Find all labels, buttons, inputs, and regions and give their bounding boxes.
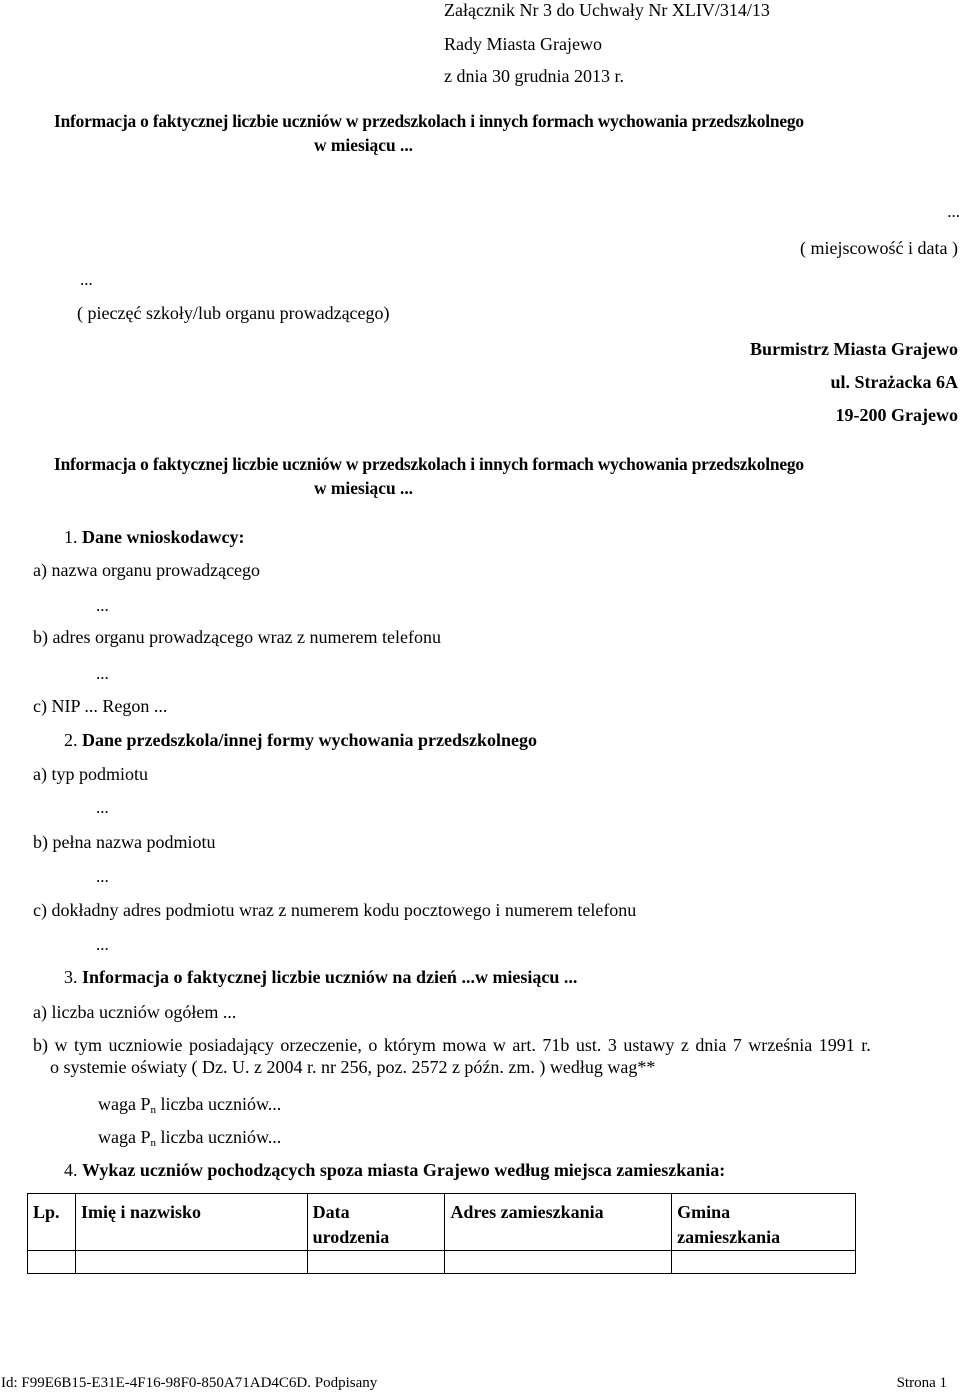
section-1-title: Dane wnioskodawcy: <box>82 527 245 547</box>
section-4-title: Wykaz uczniów pochodzących spoza miasta Grajewo według miejsca zamieszkania: <box>82 1160 726 1180</box>
section-3-heading <box>64 968 577 986</box>
section-1-heading <box>64 528 245 546</box>
table-cell-name[interactable] <box>75 1251 307 1274</box>
weight-prefix: waga P <box>98 1094 151 1114</box>
form-title-line-2: w miesiącu ... <box>314 478 414 498</box>
weight-suffix: liczba uczniów... <box>156 1094 282 1114</box>
section-1-a-label: a) nazwa organu prowadzącego <box>33 560 261 580</box>
column-header-address: Adres zamieszkania <box>445 1194 672 1251</box>
doc-title-line-1: Informacja o faktycznej liczbie uczniów w przedszkolach i innych formach wychowania przedszkolnego <box>54 111 804 131</box>
section-2-a-dots: ... <box>96 798 109 817</box>
footer-document-id: Id: F99E6B15-E31E-4F16-98F0-850A71AD4C6D. Podpisany <box>1 1375 378 1391</box>
weight-line-2 <box>98 1127 282 1149</box>
section-3-a-label: a) liczba uczniów ogółem ... <box>33 1002 237 1022</box>
column-header-birth-date <box>307 1194 445 1251</box>
column-header-lp: Lp. <box>28 1194 76 1251</box>
table-cell-birth-date[interactable] <box>307 1251 445 1274</box>
place-date-dots: ... <box>947 202 960 221</box>
section-3-b-label-line-2: o systemie oświaty ( Dz. U. z 2004 r. nr 256, poz. 2572 z późn. zm. ) według wag** <box>50 1057 656 1077</box>
section-2-c-dots: ... <box>96 935 109 954</box>
column-header-gmina <box>672 1194 856 1251</box>
doc-title-line-2: w miesiącu ... <box>314 135 414 155</box>
students-table <box>27 1193 856 1274</box>
weight-suffix: liczba uczniów... <box>156 1127 282 1147</box>
place-date-label: ( miejscowość i data ) <box>800 238 958 258</box>
column-header-birth-date-line-2: urodzenia <box>312 1227 390 1247</box>
header-line-2: Rady Miasta Grajewo <box>444 34 602 54</box>
section-1-b-dots: ... <box>96 664 109 683</box>
weight-line-1 <box>98 1094 282 1116</box>
section-2-a-label: a) typ podmiotu <box>33 764 148 784</box>
section-2-b-dots: ... <box>96 867 109 886</box>
section-4-heading <box>64 1161 725 1179</box>
table-cell-address[interactable] <box>445 1251 672 1274</box>
column-header-birth-date-line-1: Data <box>312 1202 350 1222</box>
column-header-name: Imię i nazwisko <box>75 1194 307 1251</box>
section-2-title: Dane przedszkola/innej formy wychowania przedszkolnego <box>82 730 537 750</box>
form-title-line-1: Informacja o faktycznej liczbie uczniów w przedszkolach i innych formach wychowania przedszkolnego <box>54 454 804 474</box>
weight-prefix: waga P <box>98 1127 151 1147</box>
recipient-line-3: 19-200 Grajewo <box>835 405 958 425</box>
stamp-dots: ... <box>80 270 93 289</box>
header-line-1: Załącznik Nr 3 do Uchwały Nr XLIV/314/13 <box>444 0 770 20</box>
section-1-b-label: b) adres organu prowadzącego wraz z numerem telefonu <box>33 627 441 647</box>
section-3-title: Informacja o faktycznej liczbie uczniów na dzień ...w miesiącu ... <box>82 967 578 987</box>
section-2-c-label: c) dokładny adres podmiotu wraz z numerem kodu pocztowego i numerem telefonu <box>33 900 637 920</box>
table-header-row <box>28 1194 856 1251</box>
column-header-gmina-line-2: zamieszkania <box>677 1227 781 1247</box>
section-1-number: 1. <box>64 527 78 547</box>
column-header-gmina-line-1: Gmina <box>677 1202 731 1222</box>
weight-subscript: n <box>150 1104 156 1116</box>
recipient-line-2: ul. Strażacka 6A <box>830 372 958 392</box>
section-3-number: 3. <box>64 967 78 987</box>
footer-page-number: Strona 1 <box>896 1375 947 1391</box>
section-2-number: 2. <box>64 730 78 750</box>
header-line-3: z dnia 30 grudnia 2013 r. <box>444 66 624 86</box>
table-cell-lp[interactable] <box>28 1251 76 1274</box>
section-1-a-dots: ... <box>96 596 109 615</box>
stamp-label: ( pieczęć szkoły/lub organu prowadzącego) <box>77 303 390 323</box>
table-cell-gmina[interactable] <box>672 1251 856 1274</box>
table-row <box>28 1251 856 1274</box>
section-3-b-label-line-1: b) w tym uczniowie posiadający orzeczenie, o którym mowa w art. 71b ust. 3 ustawy z dnia 7 września 1991 r. <box>33 1035 871 1055</box>
section-2-heading <box>64 731 537 749</box>
section-4-number: 4. <box>64 1160 78 1180</box>
recipient-line-1: Burmistrz Miasta Grajewo <box>750 339 958 359</box>
weight-subscript: n <box>150 1137 156 1149</box>
section-2-b-label: b) pełna nazwa podmiotu <box>33 832 216 852</box>
section-1-c-label: c) NIP ... Regon ... <box>33 696 168 716</box>
